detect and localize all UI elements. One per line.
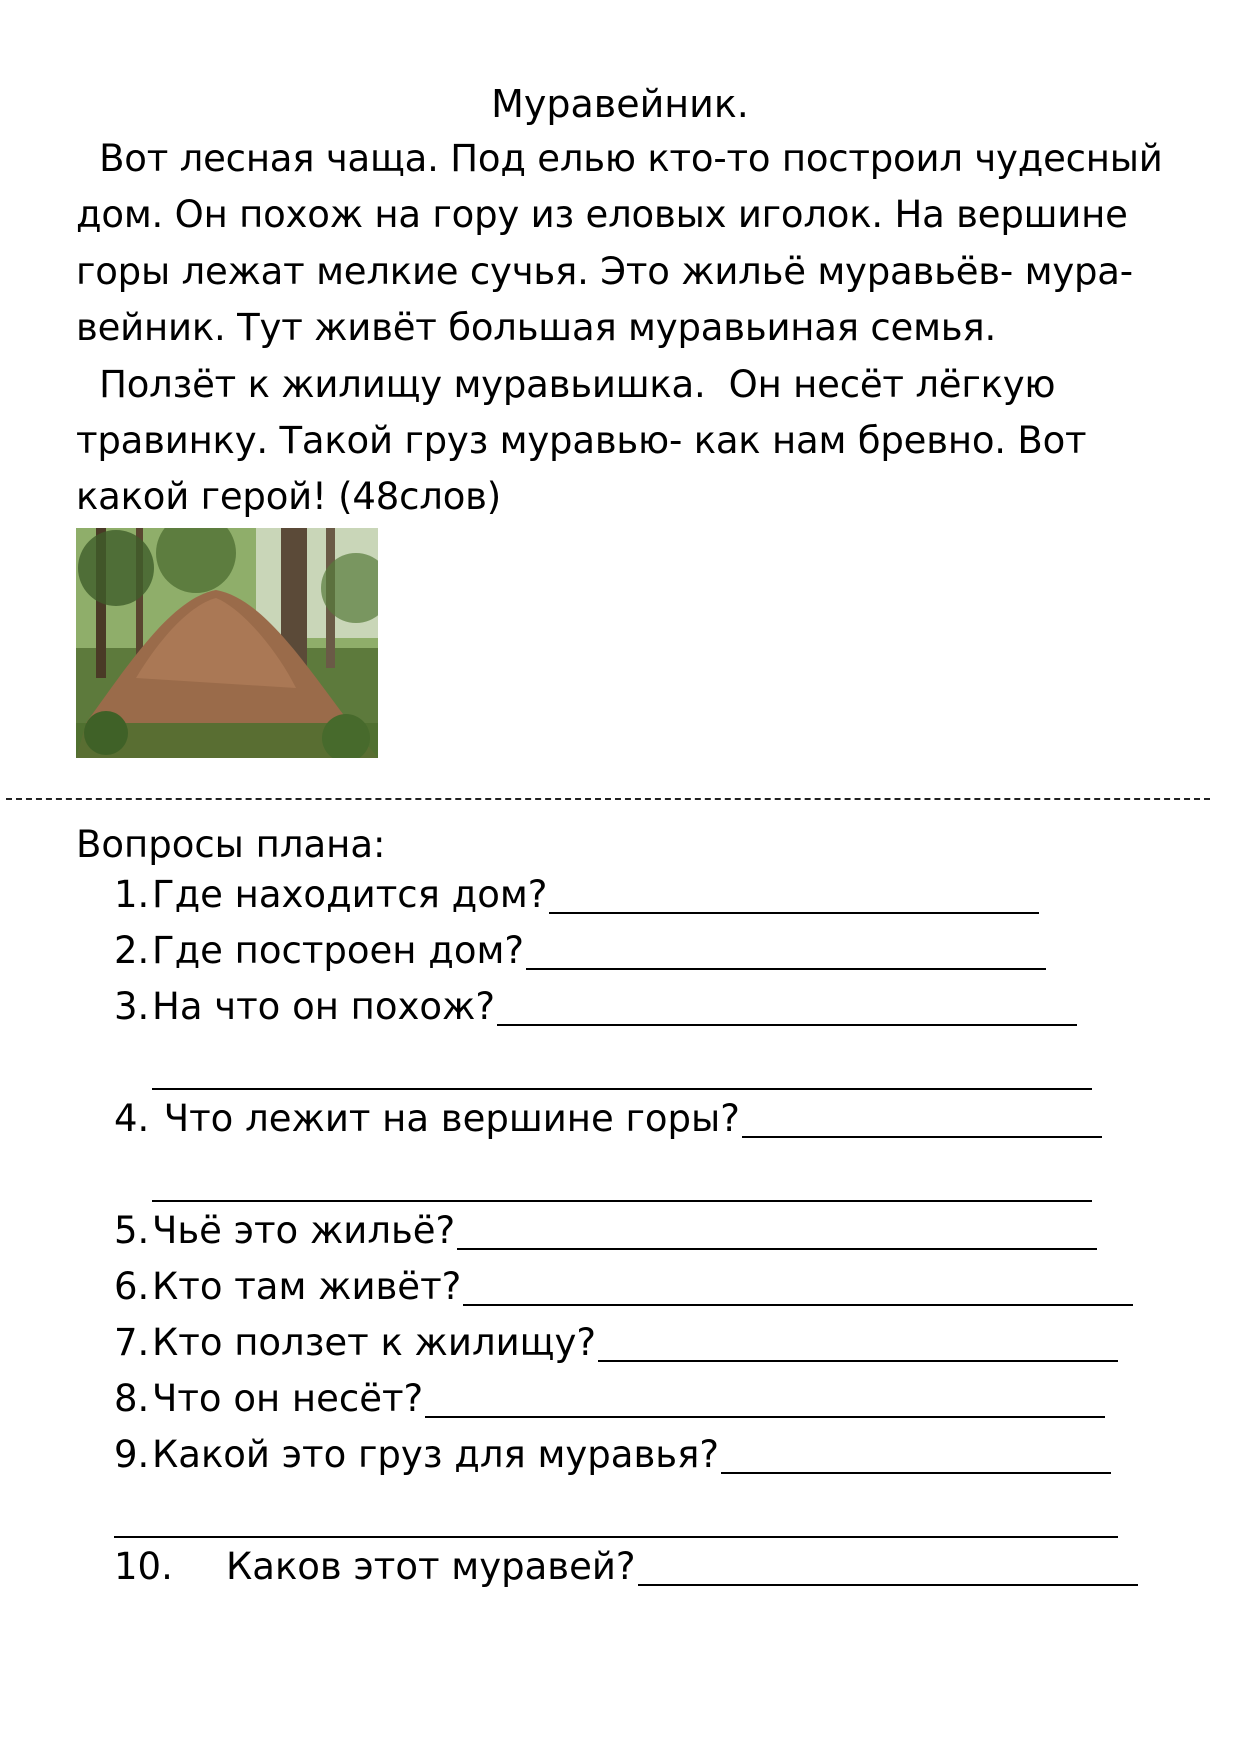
answer-line-extra[interactable] [152,1200,1092,1202]
question-3 [114,984,1077,1030]
question-number: 4. [114,1097,150,1140]
question-text: Каков этот муравей? [226,1545,636,1588]
answer-line[interactable] [463,1268,1133,1306]
question-text: Кто ползет к жилищу? [152,1321,597,1364]
question-text: Кто там живёт? [152,1265,462,1308]
question-text: Чьё это жильё? [152,1209,456,1252]
question-text: На что он похож? [152,985,495,1028]
page-title: Муравейник. [491,82,749,126]
cut-line [6,798,1210,800]
question-number: 10. [114,1545,173,1588]
answer-line[interactable] [742,1100,1102,1138]
question-7 [114,1320,1118,1366]
question-number: 7. [114,1321,150,1364]
question-text: Где находится дом? [152,873,548,916]
answer-line-extra[interactable] [152,1088,1092,1090]
question-10 [114,1544,1138,1590]
question-text: Что он несёт? [152,1377,424,1420]
question-4 [114,1096,1102,1142]
question-5 [114,1208,1097,1254]
question-text: Какой это груз для муравья? [152,1433,719,1476]
story-line: вейник. Тут живёт большая муравьиная семья. [76,306,997,349]
question-8 [114,1376,1105,1422]
question-number: 2. [114,929,150,972]
question-number: 6. [114,1265,150,1308]
answer-line[interactable] [598,1324,1118,1362]
answer-line[interactable] [457,1212,1097,1250]
question-text: Где построен дом? [152,929,525,972]
answer-line[interactable] [549,876,1039,914]
answer-line[interactable] [497,988,1077,1026]
anthill-photo [76,528,378,758]
answer-line[interactable] [721,1436,1111,1474]
question-number: 3. [114,985,150,1028]
story-line: горы лежат мелкие сучья. Это жильё муравьёв- мура- [76,250,1133,293]
question-text: Что лежит на вершине горы? [152,1097,740,1140]
question-9 [114,1432,1111,1478]
question-1 [114,872,1039,918]
story-line: травинку. Такой груз муравью- как нам бревно. Вот [76,419,1087,462]
answer-line[interactable] [425,1380,1105,1418]
questions-title: Вопросы плана: [76,823,386,866]
question-6 [114,1264,1133,1310]
question-number: 9. [114,1433,150,1476]
question-number: 8. [114,1377,150,1420]
story-line: Ползёт к жилищу муравьишка. Он несёт лёгкую [76,363,1056,406]
story-line: Вот лесная чаща. Под елью кто-то построил чудесный [76,137,1163,180]
answer-line-extra[interactable] [114,1536,1118,1538]
story-line: дом. Он похож на гору из еловых иголок. На вершине [76,193,1128,236]
question-2 [114,928,1046,974]
question-number: 1. [114,873,150,916]
story-line: какой герой! (48слов) [76,475,501,518]
question-number: 5. [114,1209,150,1252]
answer-line[interactable] [526,932,1046,970]
answer-line[interactable] [638,1548,1138,1586]
